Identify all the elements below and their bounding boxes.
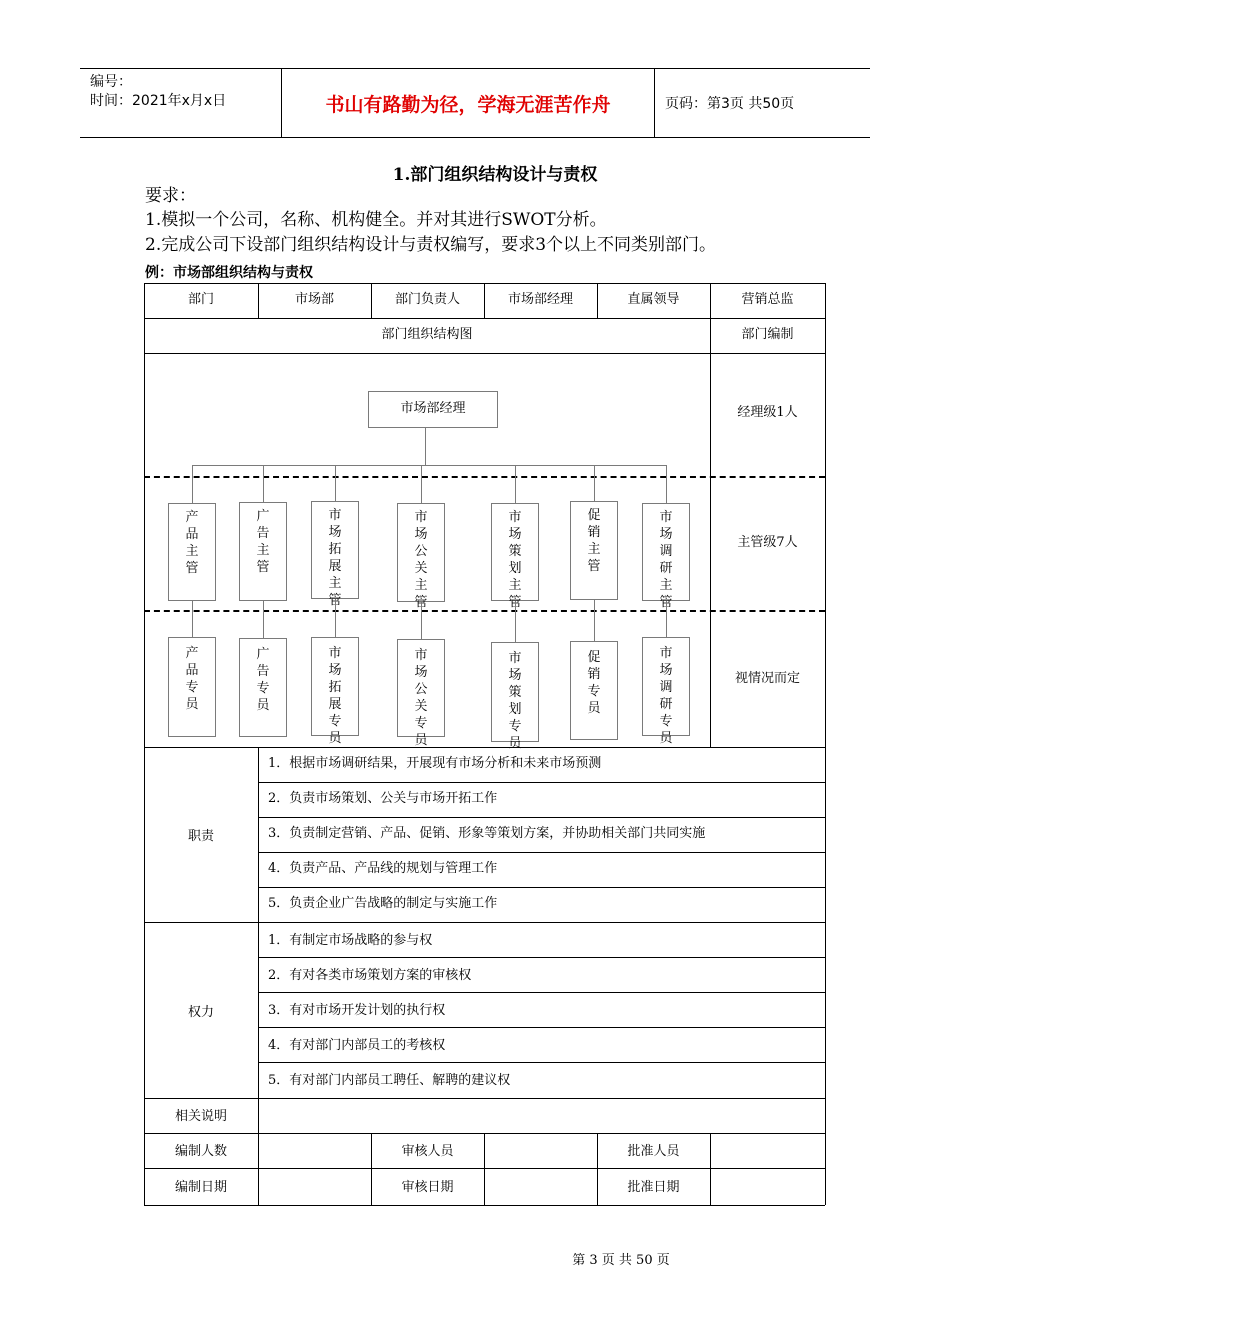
header-left <box>90 73 226 111</box>
reviewer-label: 审核人员 <box>401 1143 454 1159</box>
page-header <box>80 68 870 138</box>
supervisor-label: 产品主管 <box>185 510 199 576</box>
right-item: 2．有对各类市场策划方案的审核权 <box>268 967 472 983</box>
staff-manager: 经理级1人 <box>737 404 798 420</box>
staff-specialist: 视情况而定 <box>734 670 800 686</box>
manager-box: 市场部经理 <box>400 400 466 416</box>
motto: 书山有路勤为径，学海无涯苦作舟 <box>281 69 655 137</box>
supervisor-label: 市场拓展主管 <box>328 508 342 608</box>
supervisor-label: 市场策划主管 <box>508 510 522 610</box>
duty-item: 3．负责制定营销、产品、促销、形象等策划方案，并协助相关部门共同实施 <box>268 825 706 841</box>
dept-value: 市场部 <box>294 291 334 307</box>
specialist-label: 市场调研专员 <box>659 646 673 746</box>
review-date-label: 审核日期 <box>401 1179 454 1195</box>
duties-label: 职责 <box>187 829 214 844</box>
duty-item: 5．负责企业广告战略的制定与实施工作 <box>268 895 498 911</box>
supervisor-label: 广告主管 <box>256 509 270 575</box>
right-item: 5．有对部门内部员工聘任、解聘的建议权 <box>268 1072 511 1088</box>
right-item: 4．有对部门内部员工的考核权 <box>268 1037 446 1053</box>
right-item: 3．有对市场开发计划的执行权 <box>268 1002 446 1018</box>
notes-label: 相关说明 <box>174 1108 227 1124</box>
org-chart-label: 部门组织结构图 <box>381 326 473 342</box>
specialist-label: 产品专员 <box>185 646 199 712</box>
duty-item: 4．负责产品、产品线的规划与管理工作 <box>268 860 498 876</box>
duty-item: 1．根据市场调研结果，开展现有市场分析和未来市场预测 <box>268 755 602 771</box>
specialist-label: 促销专员 <box>587 650 601 716</box>
direct-leader-value: 营销总监 <box>741 291 794 307</box>
staff-supervisor: 主管级7人 <box>737 534 798 550</box>
staffing-label: 部门编制 <box>741 326 794 342</box>
specialist-label: 市场策划专员 <box>508 651 522 751</box>
approver-label: 批准人员 <box>627 1143 680 1159</box>
number-label: 编号： <box>90 74 132 90</box>
dept-label: 部门 <box>187 291 214 307</box>
dept-head-label: 部门负责人 <box>394 291 460 307</box>
specialist-label: 市场公关专员 <box>414 648 428 748</box>
direct-leader-label: 直属领导 <box>627 291 680 307</box>
compile-count-label: 编制人数 <box>174 1143 227 1159</box>
approve-date-label: 批准日期 <box>627 1179 680 1195</box>
supervisor-label: 促销主管 <box>587 508 601 574</box>
compile-date-label: 编制日期 <box>174 1179 227 1195</box>
supervisor-label: 市场公关主管 <box>414 510 428 610</box>
specialist-label: 广告专员 <box>256 647 270 713</box>
supervisor-label: 市场调研主管 <box>659 510 673 610</box>
requirements-heading: 要求： <box>145 186 196 206</box>
specialist-label: 市场拓展专员 <box>328 646 342 746</box>
duty-item: 2．负责市场策划、公关与市场开拓工作 <box>268 790 498 806</box>
example-title: 例：市场部组织结构与责权 <box>145 265 313 281</box>
dept-head-value: 市场部经理 <box>507 291 573 307</box>
requirement-2: 2.完成公司下设部门组织结构设计与责权编写，要求3个以上不同类别部门。 <box>145 235 717 255</box>
page-footer: 第 3 页 共 50 页 <box>572 1253 670 1268</box>
time-label: 时间：2021年x月x日 <box>90 93 227 109</box>
rights-label: 权力 <box>187 1004 214 1020</box>
requirement-1: 1.模拟一个公司，名称、机构健全。并对其进行SWOT分析。 <box>145 210 607 230</box>
right-item: 1．有制定市场战略的参与权 <box>268 932 433 948</box>
page-info: 页码：第3页 共50页 <box>665 96 795 112</box>
page-title: 1.部门组织结构设计与责权 <box>392 165 598 185</box>
